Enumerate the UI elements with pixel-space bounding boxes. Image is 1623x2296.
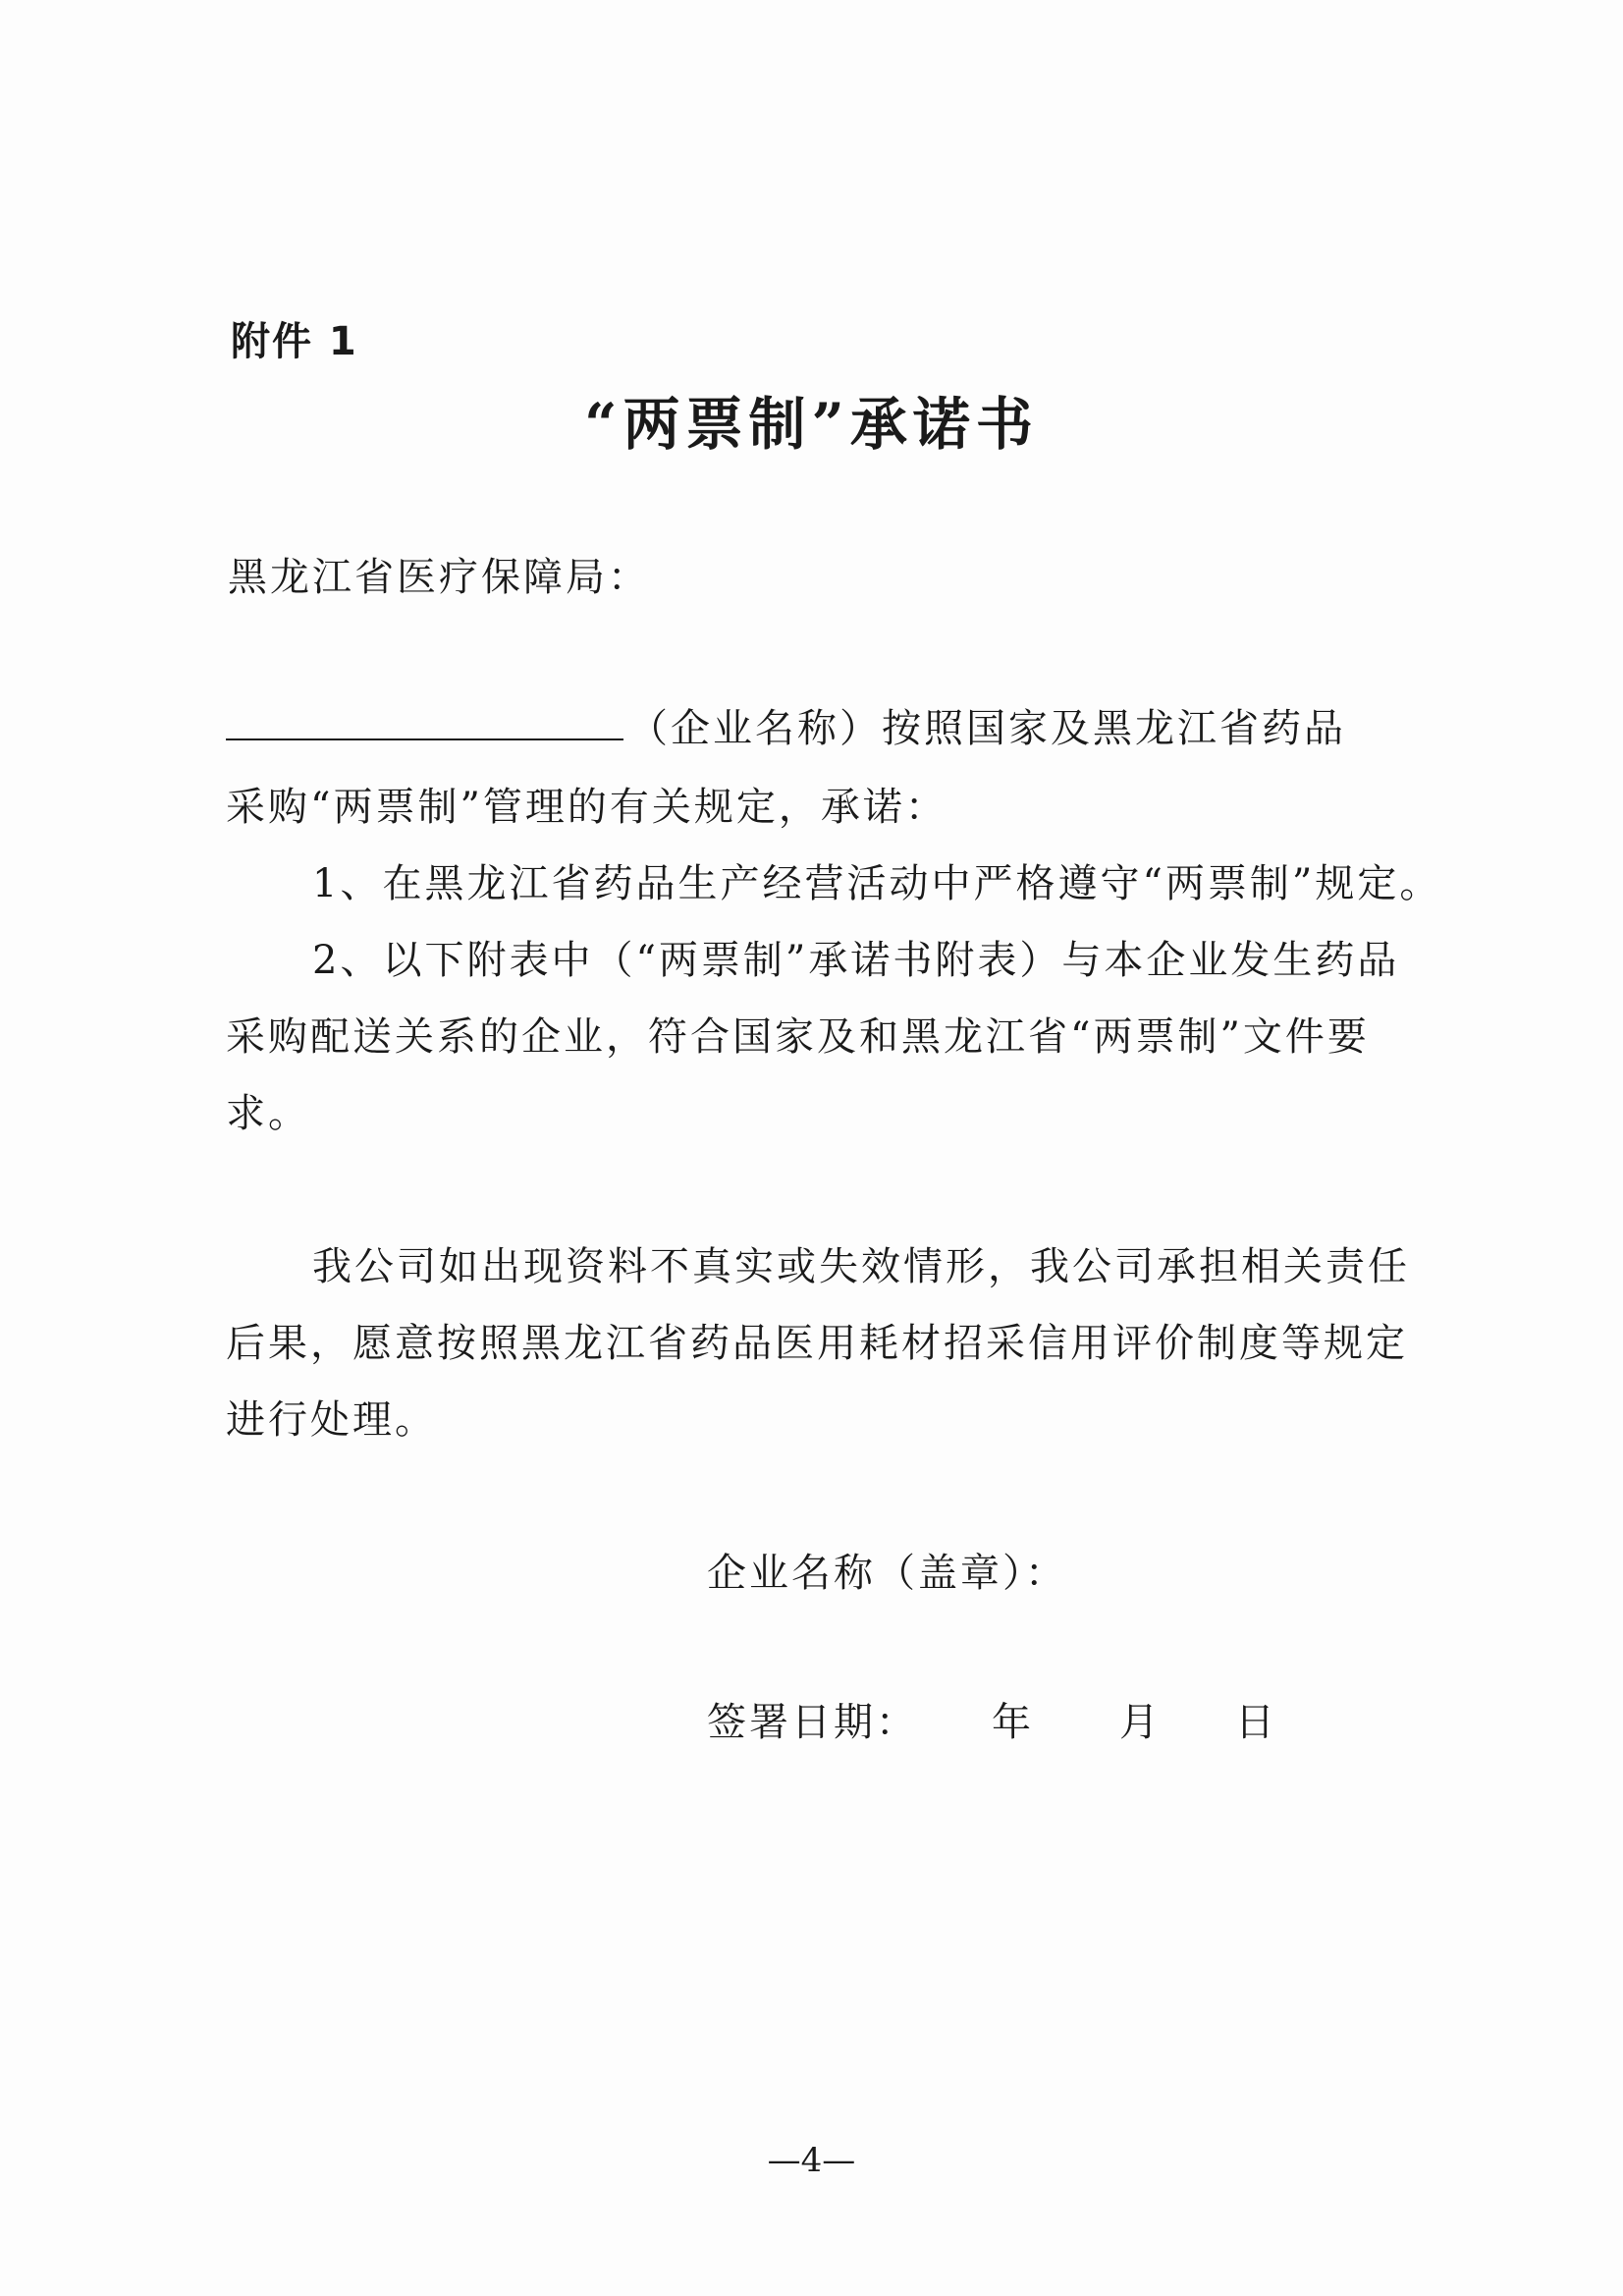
intro-line-2: 采购“两票制”管理的有关规定，承诺：	[226, 785, 947, 830]
sign-date-day: 日	[1235, 1700, 1277, 1745]
sign-date-month: 月	[1119, 1700, 1162, 1745]
commitment-item-2-line-1: 2、以下附表中（“两票制”承诺书附表）与本企业发生药品	[312, 938, 1400, 983]
statement-line-2: 后果，愿意按照黑龙江省药品医用耗材招采信用评价制度等规定	[226, 1321, 1408, 1366]
sign-date-year: 年	[992, 1700, 1034, 1745]
statement-line-1: 我公司如出现资料不真实或失效情形，我公司承担相关责任	[312, 1244, 1410, 1289]
company-seal-label: 企业名称（盖章）：	[707, 1551, 1067, 1596]
document-title: “两票制”承诺书	[584, 391, 1039, 458]
commitment-item-2-line-2: 采购配送关系的企业，符合国家及和黑龙江省“两票制”文件要	[226, 1014, 1370, 1060]
statement-line-3: 进行处理。	[226, 1397, 437, 1443]
commitment-item-1: 1、在黑龙江省药品生产经营活动中严格遵守“两票制”规定。	[312, 861, 1442, 906]
addressee: 黑龙江省医疗保障局：	[228, 555, 650, 600]
page-number: —4—	[767, 2141, 856, 2180]
intro-line-1: （企业名称）按照国家及黑龙江省药品	[628, 706, 1346, 751]
sign-date-label: 签署日期：	[707, 1700, 918, 1745]
commitment-item-2-line-3: 求。	[226, 1091, 310, 1136]
attachment-label: 附件 1	[231, 319, 358, 364]
company-name-blank	[226, 738, 623, 740]
